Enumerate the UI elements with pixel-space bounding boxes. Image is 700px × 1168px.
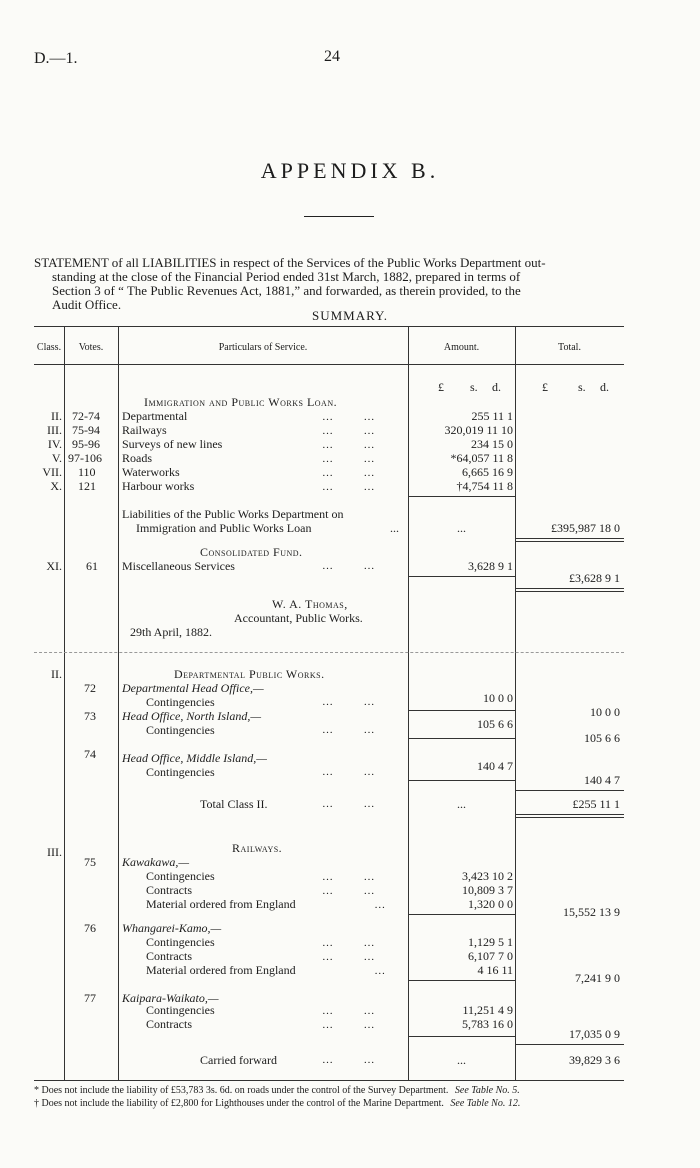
- col-class-header: Class.: [36, 342, 62, 353]
- appendix-title: APPENDIX B.: [260, 158, 440, 183]
- liabilities-dots: ...: [390, 521, 399, 535]
- group-total: 17,035 0 9: [569, 1027, 620, 1041]
- row-votes: 77: [84, 991, 96, 1005]
- group-total: 140 4 7: [584, 773, 620, 787]
- row-votes: 75-94: [72, 423, 100, 437]
- col-total-header: Total.: [558, 342, 581, 353]
- leader-dots: … …: [322, 1054, 377, 1066]
- row-class: III.: [47, 845, 62, 859]
- row-item: Material ordered from England: [146, 897, 296, 911]
- subtotal-rule: [408, 980, 515, 981]
- section-heading-railways: Railways.: [232, 841, 283, 855]
- section-heading-consolidated: Consolidated Fund.: [200, 545, 303, 559]
- row-item: Railways: [122, 423, 167, 437]
- amount-col-rule: [515, 326, 516, 1080]
- row-votes: 97-106: [68, 451, 102, 465]
- group-name: Kawakawa,—: [122, 855, 190, 869]
- table-header-rule: [34, 364, 624, 365]
- row-class: X.: [50, 479, 62, 493]
- row-amount: 1,320 0 0: [468, 897, 513, 911]
- signature-date: 29th April, 1882.: [130, 625, 213, 639]
- total-rule: [515, 538, 624, 539]
- total-shilling-unit: s.: [578, 380, 586, 394]
- total-pence-unit: d.: [600, 380, 609, 394]
- row-amount: 105 6 6: [477, 717, 513, 731]
- section-total: £3,628 9 1: [569, 571, 620, 585]
- subtotal-rule: [408, 576, 515, 577]
- row-item: Contingencies: [146, 695, 215, 709]
- row-item: Waterworks: [122, 465, 180, 479]
- row-amount: 320,019 11 10: [444, 423, 513, 437]
- col-amount-header: Amount.: [443, 342, 480, 353]
- total-double-rule: [515, 541, 624, 542]
- subtotal-rule: [408, 1036, 515, 1037]
- row-votes: 74: [84, 747, 96, 761]
- statement-paragraph: [34, 256, 624, 312]
- signature-title: Accountant, Public Works.: [234, 611, 363, 625]
- row-item: Contracts: [146, 883, 192, 897]
- votes-col-rule: [118, 326, 119, 1080]
- title-rule: [304, 216, 374, 217]
- subtotal-rule: [408, 496, 515, 497]
- subtotal-rule: [408, 780, 515, 781]
- row-votes: 121: [78, 479, 96, 493]
- row-votes: 61: [86, 559, 98, 573]
- row-item: Surveys of new lines: [122, 437, 223, 451]
- col-particulars-header: Particulars of Service.: [218, 342, 308, 353]
- row-class: VII.: [42, 465, 62, 479]
- total-rule: [515, 588, 624, 589]
- row-item: Departmental: [122, 409, 188, 423]
- row-amount: †4,754 11 8: [456, 479, 513, 493]
- summary-title: SUMMARY.: [311, 308, 389, 323]
- group-total: 15,552 13 9: [563, 905, 620, 919]
- row-amount: 255 11 1: [471, 409, 513, 423]
- row-amount: 6,665 16 9: [462, 465, 513, 479]
- statement-line-2: standing at the close of the Financial Period ended 31st March, 1882, prepared in terms of: [52, 269, 521, 284]
- row-class: XI.: [46, 559, 62, 573]
- row-class: IV.: [47, 437, 62, 451]
- row-amount: 3,423 10 2: [462, 869, 513, 883]
- footnote-text: † Does not include the liability of £2,800 for Lighthouses under the control of the Marine Department.: [34, 1098, 444, 1109]
- row-item: Contingencies: [146, 765, 215, 779]
- total-rule: [515, 790, 624, 791]
- leader-dots: … …: [322, 798, 377, 810]
- total-double-rule: [515, 591, 624, 592]
- row-item: Miscellaneous Services: [122, 559, 235, 573]
- table-bottom-rule: [34, 1080, 624, 1081]
- liabilities-line-2: Immigration and Public Works Loan: [136, 521, 312, 535]
- row-class: III.: [47, 423, 62, 437]
- row-amount: *64,057 11 8: [450, 451, 513, 465]
- footnote-ref: See Table No. 12.: [450, 1098, 521, 1109]
- row-item: Contingencies: [146, 935, 215, 949]
- leader-dots: … … … … …: [322, 937, 388, 977]
- total-class-amount-dots: ...: [457, 797, 466, 811]
- section-heading-departmental: Departmental Public Works.: [174, 667, 325, 681]
- particulars-col-rule: [408, 326, 409, 1080]
- row-votes: 76: [84, 921, 96, 935]
- leader-dots: … … … … … … … … … … … …: [322, 411, 377, 493]
- row-amount: 10,809 3 7: [462, 883, 513, 897]
- group-name: Head Office, North Island,—: [122, 709, 261, 723]
- total-pound-unit: £: [542, 380, 548, 394]
- leader-dots: … … … … …: [322, 871, 388, 911]
- row-item: Contingencies: [146, 723, 215, 737]
- col-votes-header: Votes.: [78, 342, 104, 353]
- document-code: D.—1.: [34, 50, 78, 67]
- row-amount: 6,107 7 0: [468, 949, 513, 963]
- row-votes: 73: [84, 709, 96, 723]
- footnote-text: * Does not include the liability of £53,783 3s. 6d. on roads under the control of the Survey Department.: [34, 1085, 449, 1096]
- row-votes: 75: [84, 855, 96, 869]
- subtotal-rule: [408, 738, 515, 739]
- row-amount: 3,628 9 1: [468, 559, 513, 573]
- amount-shilling-unit: s.: [470, 380, 478, 394]
- carried-forward-label: Carried forward: [200, 1053, 277, 1067]
- row-amount: 11,251 4 9: [462, 1003, 513, 1017]
- row-amount: 5,783 16 0: [462, 1017, 513, 1031]
- carried-forward-amount-dots: ...: [457, 1053, 466, 1067]
- footnote-ref: See Table No. 5.: [454, 1085, 520, 1096]
- row-amount: 140 4 7: [477, 759, 513, 773]
- row-item: Material ordered from England: [146, 963, 296, 977]
- amount-pound-unit: £: [438, 380, 444, 394]
- row-class: V.: [51, 451, 62, 465]
- group-name: Head Office, Middle Island,—: [122, 751, 267, 765]
- total-class-value: £255 11 1: [572, 797, 620, 811]
- group-total: 7,241 9 0: [575, 971, 620, 985]
- group-total: 105 6 6: [584, 731, 620, 745]
- amount-pence-unit: d.: [492, 380, 501, 394]
- signature-name: W. A. Thomas,: [272, 597, 348, 611]
- section-heading-immigration: Immigration and Public Works Loan.: [144, 395, 338, 409]
- row-item: Contracts: [146, 1017, 192, 1031]
- liabilities-total: £395,987 18 0: [551, 521, 620, 535]
- statement-line-1: STATEMENT of all LIABILITIES in respect of the Services of the Public Works Department out-: [34, 255, 546, 270]
- row-amount: 10 0 0: [483, 691, 513, 705]
- row-votes: 72: [84, 681, 96, 695]
- footnote-lighthouses: [34, 1098, 634, 1109]
- leader-dots: … …: [322, 724, 377, 736]
- total-class-label: Total Class II.: [200, 797, 268, 811]
- subtotal-rule: [408, 710, 515, 711]
- total-double-rule: [515, 817, 624, 818]
- statement-line-4: Audit Office.: [52, 297, 122, 312]
- row-class: II.: [51, 409, 62, 423]
- group-total: 10 0 0: [590, 705, 620, 719]
- row-amount: 1,129 5 1: [468, 935, 513, 949]
- row-item: Contingencies: [146, 1003, 215, 1017]
- leader-dots: … … … …: [322, 1005, 377, 1031]
- row-item: Roads: [122, 451, 152, 465]
- row-amount: 4 16 11: [477, 963, 513, 977]
- statement-line-3: Section 3 of “ The Public Revenues Act, 1881,” and forwarded, as therein provided, to the: [52, 283, 521, 298]
- section-divider: [34, 652, 624, 653]
- table-top-rule: [34, 326, 624, 327]
- carried-forward-total: 39,829 3 6: [569, 1053, 620, 1067]
- subtotal-rule: [408, 914, 515, 915]
- liabilities-line-1: Liabilities of the Public Works Department on: [122, 507, 344, 521]
- row-class: II.: [51, 667, 62, 681]
- row-amount: 234 15 0: [471, 437, 513, 451]
- group-name: Departmental Head Office,—: [122, 681, 264, 695]
- row-item: Contingencies: [146, 869, 215, 883]
- group-name: Kaipara-Waikato,—: [122, 991, 219, 1005]
- leader-dots: … …: [322, 696, 377, 708]
- row-item: Harbour works: [122, 479, 195, 493]
- liabilities-amount-dots: ...: [457, 521, 466, 535]
- row-votes: 95-96: [72, 437, 100, 451]
- total-rule: [515, 1044, 624, 1045]
- footnote-roads: [34, 1085, 634, 1096]
- class-col-rule: [64, 326, 65, 1080]
- group-name: Whangarei-Kamo,—: [122, 921, 222, 935]
- row-votes: 72-74: [72, 409, 100, 423]
- page-number: 24: [324, 48, 340, 65]
- total-rule: [515, 814, 624, 815]
- row-votes: 110: [78, 465, 96, 479]
- row-item: Contracts: [146, 949, 192, 963]
- leader-dots: … …: [322, 766, 377, 778]
- leader-dots: … …: [322, 560, 377, 572]
